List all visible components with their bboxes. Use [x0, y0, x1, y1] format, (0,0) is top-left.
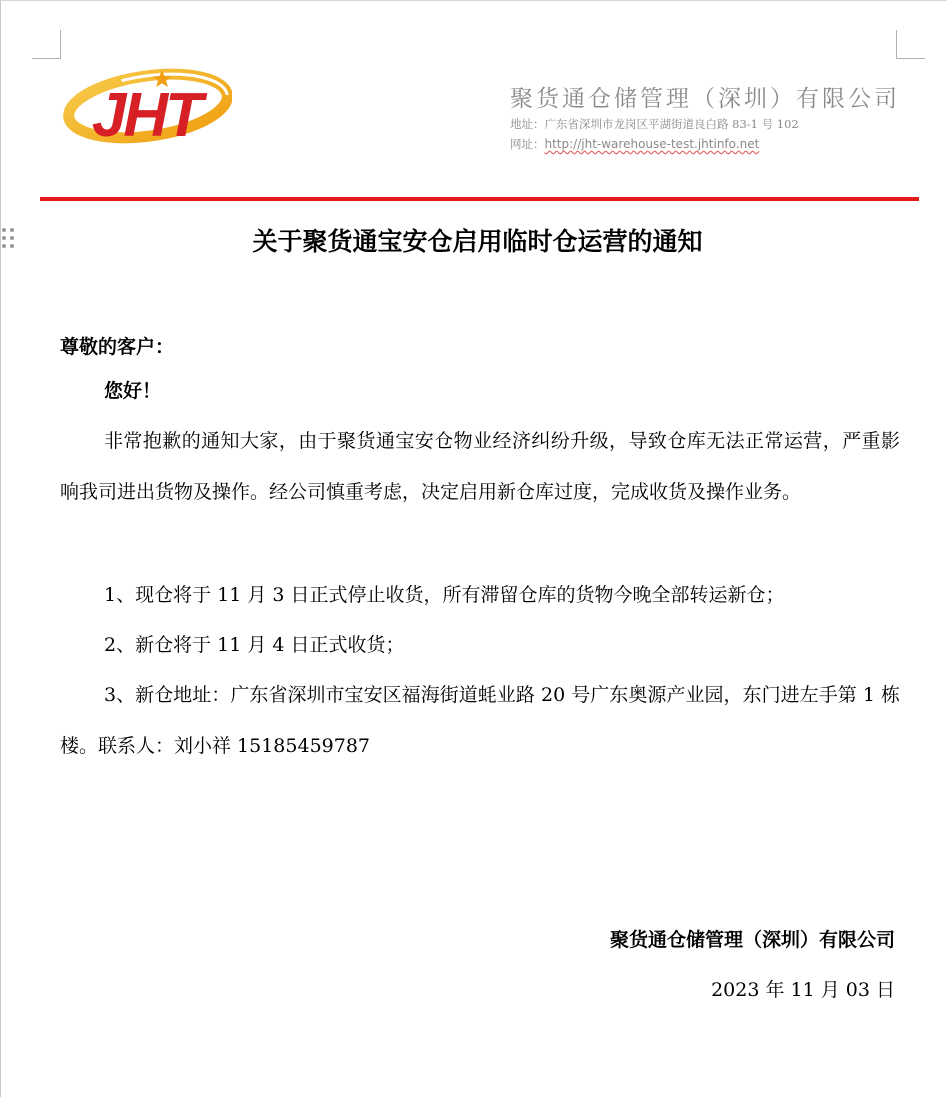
notice-item-2: 2、新仓将于 11 月 4 日正式收货；: [104, 634, 405, 656]
logo-text: JHT: [91, 81, 201, 148]
margin-corner-top-left: [32, 30, 61, 59]
header-divider: [40, 197, 919, 201]
signature-company: 聚货通仓储管理（深圳）有限公司: [609, 929, 895, 951]
letterhead-address: [510, 114, 910, 134]
signature-date: 2023 年 11 月 03 日: [711, 979, 895, 1001]
notice-title: 关于聚货通宝安仓启用临时仓运营的通知: [252, 227, 703, 256]
letterhead: [510, 84, 910, 154]
company-logo: [56, 64, 232, 148]
margin-corner-top-right: [896, 30, 925, 59]
address-label: 地址：: [510, 117, 545, 131]
notice-item-1: 1、现仓将于 11 月 3 日正式停止收货，所有滞留仓库的货物今晚全部转运新仓；: [104, 584, 785, 606]
address-value: 广东省深圳市龙岗区平湖街道良白路 83-1 号 102: [544, 117, 799, 131]
website-label: 网址：: [510, 137, 545, 151]
letterhead-website: [510, 134, 910, 154]
notice-item-3: 3、新仓地址：广东省深圳市宝安区福海街道蚝业路 20 号广东奥源产业园，东门进左手第 1 栋楼。联系人：刘小祥 15185459787: [60, 684, 900, 757]
greeting: 您好！: [104, 380, 162, 402]
salutation: 尊敬的客户：: [60, 336, 175, 358]
letterhead-company-name: 聚货通仓储管理（深圳）有限公司: [510, 86, 900, 112]
notice-paragraph: 非常抱歉的通知大家，由于聚货通宝安仓物业经济纠纷升级，导致仓库无法正常运营，严重影响我司进出货物及操作。经公司慎重考虑，决定启用新仓库过度，完成收货及操作业务。: [60, 430, 900, 503]
page-edge-top: [0, 0, 947, 1]
website-link[interactable]: http://jht-warehouse-test.jhtinfo.net: [544, 137, 760, 151]
page-edge: [0, 0, 1, 1097]
